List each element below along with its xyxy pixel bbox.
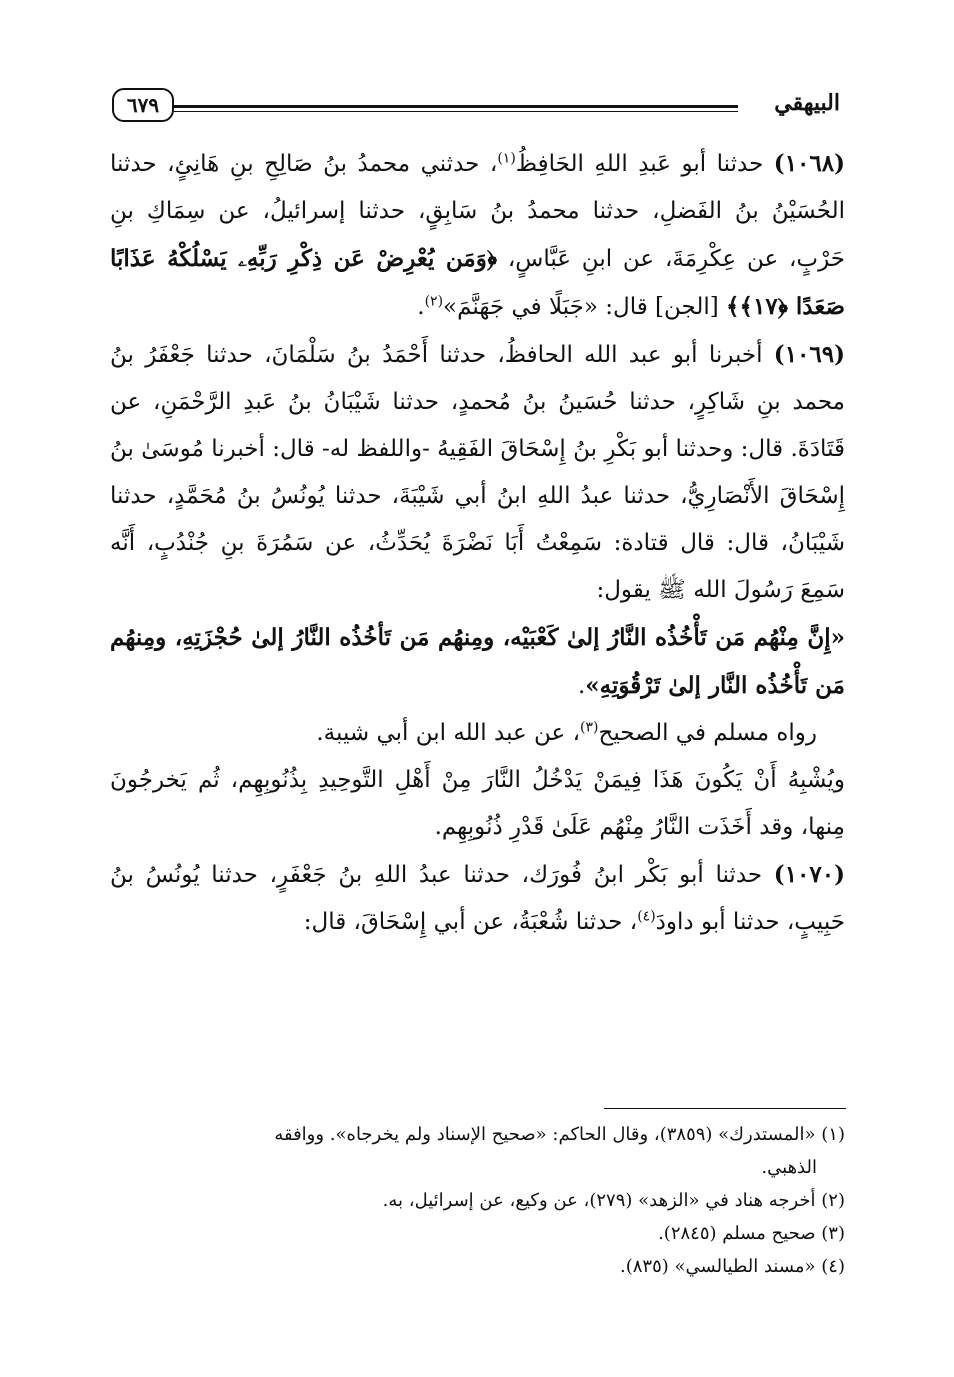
footnotes (110, 1118, 845, 1283)
footnote-4: (٤) «مسند الطيالسي» (٨٣٥). (620, 1256, 845, 1277)
text: أخبرنا أبو عبد الله الحافظُ، حدثنا أَحْمَدُ بنُ سَلْمَانَ، حدثنا جَعْفَرُ بنُ محمد بنِ شَاكِرٍ، حدثنا حُسَينُ بنُ مُحمدٍ، حدثنا شَيْبَانُ بنُ عَبدِ الرَّحْمَنِ، عن قَتَادَةَ. قال: وحدثنا أبو بَكْرِ بنُ إِسْحَاقَ الفَقِيهُ -واللفظ له- قال: أخبرنا مُوسَىٰ بنُ إِسْحَاقَ الأَنْصَارِيُّ، حدثنا عبدُ اللهِ ابنُ أبي شَيْبَةَ، حدثنا يُونُسُ بنُ مُحَمَّدٍ، حدثنا شَيْبَانُ، قال: قال قتادة: سَمِعْتُ أَبَا نَضْرَةَ يُحَدِّثُ، عن سَمُرَةَ بنِ جُنْدُبٍ، أَنَّه سَمِعَ رَسُولَ الله ﷺ يقول: (110, 342, 845, 603)
quran-quote: ﴿وَمَن يُعْرِضْ عَن ذِكْرِ رَبِّهِۦ يَسْلُكْهُ عَذَابًا صَعَدًا ﴿١٧﴾﴾ (110, 245, 845, 320)
page-number: ٦٧٩ (112, 88, 174, 122)
text: حدثنا أبو بَكْر ابنُ فُورَك، حدثنا عبدُ اللهِ بنُ جَعْفَرٍ، حدثنا يُونُسُ بنُ حَبِيبٍ، حدثنا أبو داودَ (110, 862, 845, 935)
text: [الجن] قال: «جَبَلًا في جَهَنَّمَ» (443, 294, 727, 320)
text: ويُشْبِهُ أَنْ يَكُونَ هَذَا فِيمَنْ يَدْخُلُ النَّارَ مِنْ أَهْلِ التَّوحِيدِ بِذُنُوبِهِم، ثُم يَخرجُونَ مِنها، وقد أَخَذَت النَّارُ مِنْهُم عَلَىٰ قَدْرِ ذُنُوبِهِم. (110, 767, 845, 840)
footnote-ref: (٣) (580, 719, 599, 736)
footnote-1-continued: الذهبي. (761, 1157, 817, 1178)
paragraph-1068 (110, 140, 845, 331)
text: ، حدثنا شُعْبَةُ، عن أبي إِسْحَاقَ، قال: (303, 909, 638, 935)
header-rule (174, 105, 738, 108)
hadith-quote: «إِنَّ مِنْهُم مَن تَأْخُذُه النَّارُ إلىٰ كَعْبَيْه، ومِنهُم مَن تَأخُذُه النَّارُ إلىٰ حُجْزَتِهِ، ومِنهُم مَن تَأْخُذُه النَّار إلىٰ تَرْقُوَتِهِ» (110, 624, 845, 699)
paragraph-commentary (110, 757, 845, 851)
text: . (417, 294, 425, 320)
main-text (110, 140, 845, 946)
text: حدثنا أبو عَبدِ اللهِ الحَافِظُ (515, 151, 774, 177)
hadith-number: (١٠٦٩) (773, 341, 845, 368)
hadith-number: (١٠٧٠) (773, 861, 845, 888)
paragraph-1069 (110, 331, 845, 614)
text: ، حدثني محمدُ بنُ صَالِحِ بنِ هَانِئٍ، حدثنا الحُسَيْنُ بنُ الفَضلِ، حدثنا محمدُ بنُ سَابِقٍ، حدثنا إسرائيلُ، عن سِمَاكِ بنِ حَرْبٍ، عن عِكْرِمَةَ، عن ابنِ عَبَّاسٍ، (110, 151, 845, 272)
text: رواه مسلم في الصحيح (598, 720, 817, 746)
footnote-ref: (٢) (424, 293, 444, 310)
text: ، عن عبد الله ابن أبي شيبة. (316, 720, 581, 746)
hadith-number: (١٠٦٨) (773, 150, 845, 177)
paragraph-1070 (110, 851, 845, 946)
footnote-ref: (١) (497, 150, 516, 167)
hadith-text (110, 614, 845, 710)
footnote-1: (١) «المستدرك» (٣٨٥٩)، وقال الحاكم: «صحيح الإسناد ولم يخرجاه». ووافقه (274, 1124, 845, 1145)
footnote-2: (٢) أخرجه هناد في «الزهد» (٢٧٩)، عن وكيع، عن إسرائيل، به. (382, 1190, 845, 1211)
footnote-ref: (٤) (637, 908, 656, 925)
footnote-separator (604, 1108, 846, 1109)
book-title: البيهقي (774, 90, 840, 116)
header-rule-thin (174, 111, 738, 112)
footnote-3: (٣) صحيح مسلم (٢٨٤٥). (658, 1223, 845, 1244)
page-header (112, 88, 840, 128)
paragraph-riwaya (110, 710, 845, 757)
text: . (577, 673, 586, 699)
